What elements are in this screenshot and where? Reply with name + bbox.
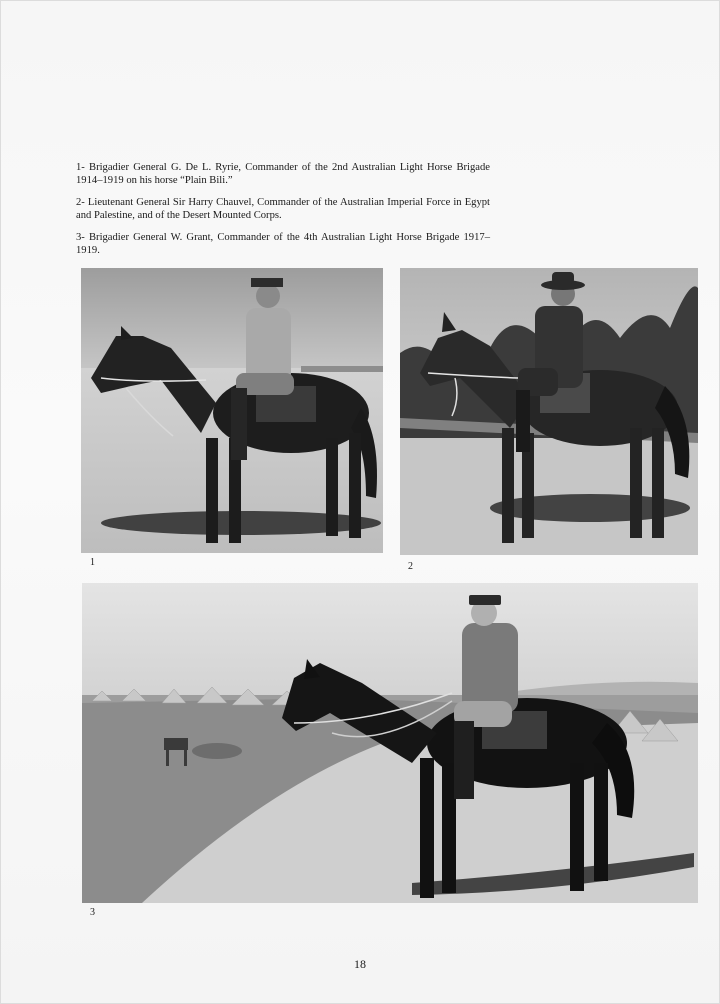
page-number: 18	[354, 957, 366, 971]
caption-2: 2- Lieutenant General Sir Harry Chauvel, Commander of the Australian Imperial Force in Egypt and Palestine, and of the Desert Mounted Corps.	[76, 197, 490, 221]
plate-number-3: 3	[90, 907, 95, 918]
caption-block	[76, 162, 490, 268]
photo-1-ryrie-on-horse	[81, 268, 383, 553]
caption-1: 1- Brigadier General G. De L. Ryrie, Commander of the 2nd Australian Light Horse Brigade 1914–1919 on his horse “Plain Bili.”	[76, 162, 490, 186]
photo-2-image	[400, 268, 698, 555]
plate-number-2: 2	[408, 561, 413, 572]
photo-1-image	[81, 268, 383, 553]
photo-3-grant-on-horse	[82, 583, 698, 903]
plate-number-1: 1	[90, 557, 95, 568]
caption-3: 3- Brigadier General W. Grant, Commander of the 4th Australian Light Horse Brigade 1917–1919.	[76, 232, 490, 256]
photo-2-chauvel-on-horse	[400, 268, 698, 555]
photo-3-image	[82, 583, 698, 903]
